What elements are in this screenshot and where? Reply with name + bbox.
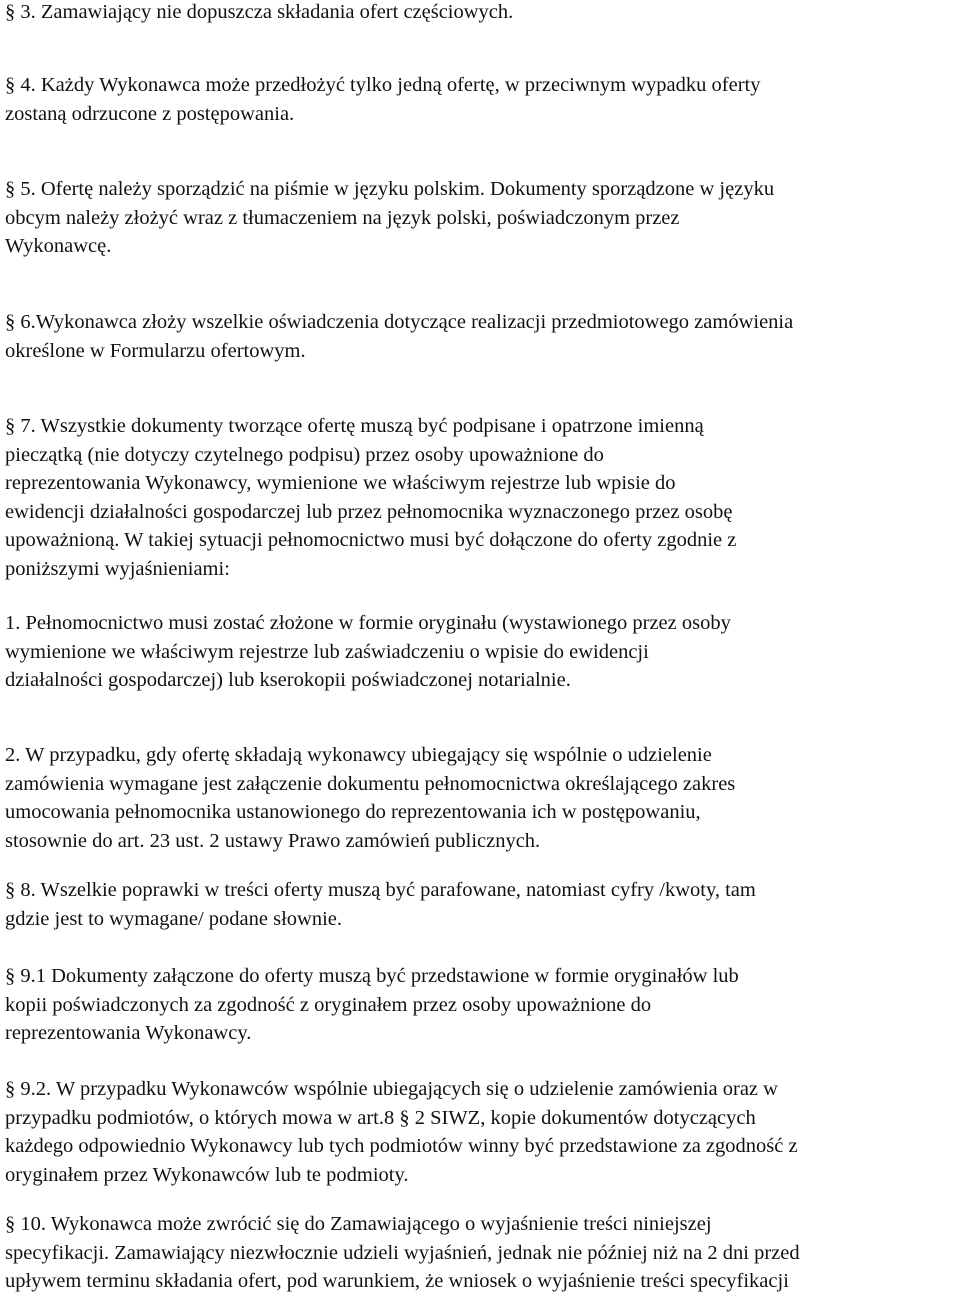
paragraph-7: [5, 412, 960, 584]
paragraph-line: § 10. Wykonawca może zwrócić się do Zamawiającego o wyjaśnienie treści niniejszej: [5, 1213, 712, 1235]
paragraph-line: § 6.Wykonawca złoży wszelkie oświadczenia dotyczące realizacji przedmiotowego zamówienia: [5, 311, 794, 333]
paragraph-3: [5, 0, 960, 27]
paragraph-line: § 8. Wszelkie poprawki w treści oferty muszą być parafowane, natomiast cyfry /kwoty, tam: [5, 879, 756, 901]
paragraph-line: Wykonawcę.: [5, 235, 112, 258]
paragraph-line: wymienione we właściwym rejestrze lub zaświadczeniu o wpisie do ewidencji: [5, 640, 649, 663]
paragraph-10: [5, 1210, 960, 1296]
paragraph-line: reprezentowania Wykonawcy, wymienione we właściwym rejestrze lub wpisie do: [5, 472, 676, 495]
paragraph-line: pieczątką (nie dotyczy czytelnego podpisu) przez osoby upoważnione do: [5, 443, 604, 466]
paragraph-9-point-1: [5, 962, 960, 1048]
paragraph-line: specyfikacji. Zamawiający niezwłocznie udzieli wyjaśnień, jednak nie później niż na 2 dni przed: [5, 1241, 800, 1264]
paragraph-line: § 9.2. W przypadku Wykonawców wspólnie ubiegających się o udzielenie zamówienia oraz w: [5, 1078, 778, 1100]
paragraph-7-point-1: [5, 609, 960, 695]
paragraph-line: ewidencji działalności gospodarczej lub przez pełnomocnika wyznaczonego przez osobę: [5, 500, 733, 523]
paragraph-7-point-2: [5, 741, 960, 855]
paragraph-line: § 5. Ofertę należy sporządzić na piśmie w języku polskim. Dokumenty sporządzone w języku: [5, 178, 775, 200]
paragraph-5: [5, 175, 960, 261]
paragraph-8: [5, 876, 960, 933]
paragraph-line: § 7. Wszystkie dokumenty tworzące ofertę muszą być podpisane i opatrzone imienną: [5, 415, 704, 437]
paragraph-line: 1. Pełnomocnictwo musi zostać złożone w formie oryginału (wystawionego przez osoby: [5, 612, 731, 634]
paragraph-line: upoważnioną. W takiej sytuacji pełnomocnictwo musi być dołączone do oferty zgodnie z: [5, 529, 737, 552]
paragraph-line: upływem terminu składania ofert, pod warunkiem, że wniosek o wyjaśnienie treści specyfikacji: [5, 1270, 789, 1293]
paragraph-line: przypadku podmiotów, o których mowa w art.8 § 2 SIWZ, kopie dokumentów dotyczących: [5, 1106, 756, 1129]
paragraph-9-point-2: [5, 1075, 960, 1189]
paragraph-line: § 4. Każdy Wykonawca może przedłożyć tylko jedną ofertę, w przeciwnym wypadku oferty: [5, 74, 761, 96]
paragraph-line: zamówienia wymagane jest załączenie dokumentu pełnomocnictwa określającego zakres: [5, 772, 736, 795]
paragraph-6: [5, 308, 960, 365]
paragraph-line: reprezentowania Wykonawcy.: [5, 1022, 252, 1045]
paragraph-line: działalności gospodarczej) lub kserokopii poświadczonej notarialnie.: [5, 669, 571, 692]
paragraph-line: § 3. Zamawiający nie dopuszcza składania ofert częściowych.: [5, 1, 514, 23]
paragraph-line: 2. W przypadku, gdy ofertę składają wykonawcy ubiegający się wspólnie o udzielenie: [5, 744, 712, 766]
paragraph-line: gdzie jest to wymagane/ podane słownie.: [5, 907, 343, 930]
paragraph-line: obcym należy złożyć wraz z tłumaczeniem na język polski, poświadczonym przez: [5, 206, 680, 229]
paragraph-line: określone w Formularzu ofertowym.: [5, 339, 306, 362]
paragraph-line: umocowania pełnomocnika ustanowionego do reprezentowania ich w postępowaniu,: [5, 801, 701, 824]
paragraph-line: stosownie do art. 23 ust. 2 ustawy Prawo zamówień publicznych.: [5, 829, 541, 852]
paragraph-line: kopii poświadczonych za zgodność z oryginałem przez osoby upoważnione do: [5, 993, 652, 1016]
paragraph-4: [5, 71, 960, 128]
paragraph-line: każdego odpowiednio Wykonawcy lub tych podmiotów winny być przedstawione za zgodność z: [5, 1135, 798, 1158]
paragraph-line: poniższymi wyjaśnieniami:: [5, 557, 230, 580]
paragraph-line: § 9.1 Dokumenty załączone do oferty muszą być przedstawione w formie oryginałów lub: [5, 965, 739, 987]
paragraph-line: oryginałem przez Wykonawców lub te podmioty.: [5, 1163, 409, 1186]
paragraph-line: zostaną odrzucone z postępowania.: [5, 102, 295, 125]
